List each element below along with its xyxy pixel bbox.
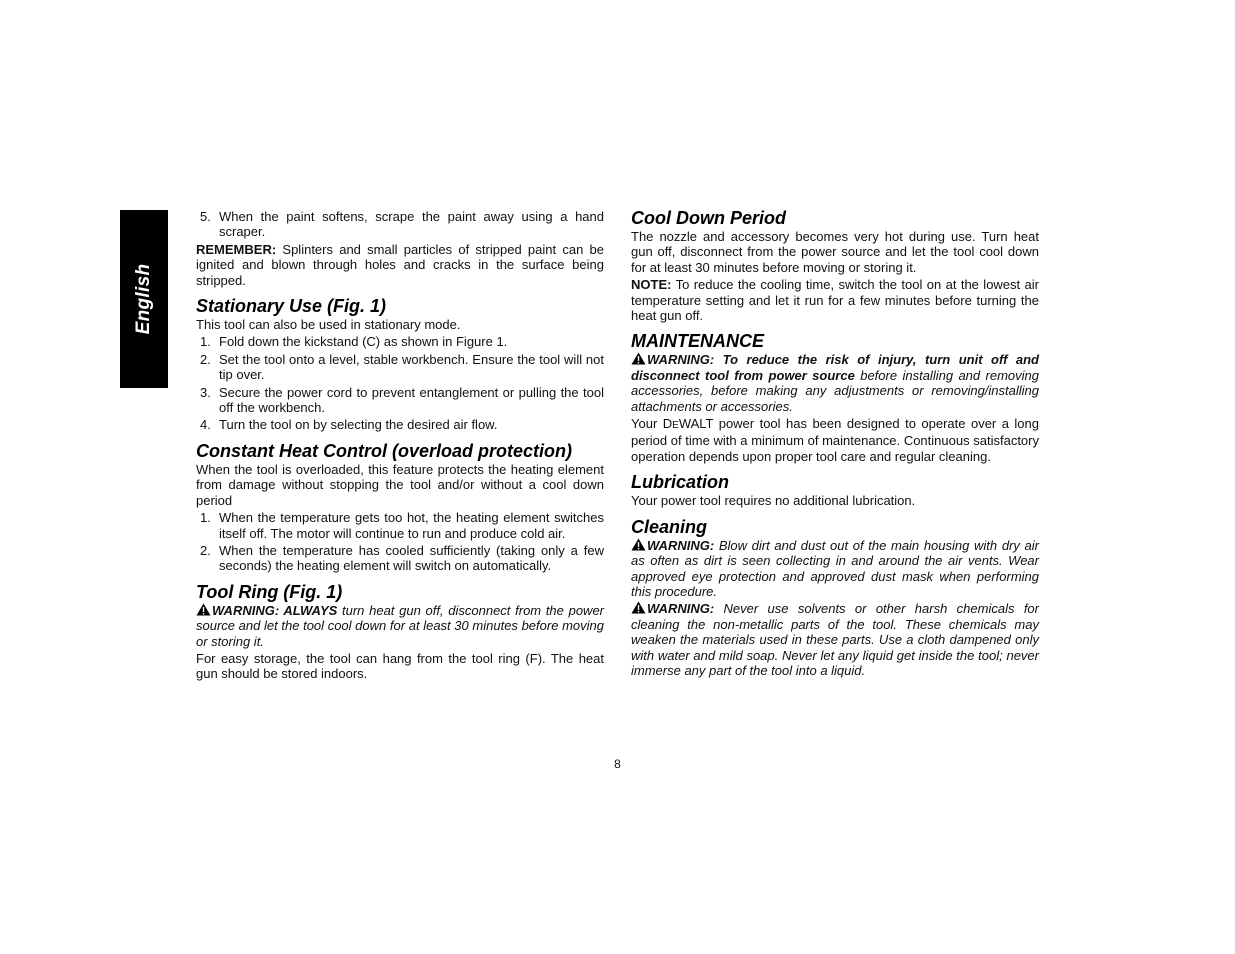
stationary-intro: This tool can also be used in stationary mode. — [196, 317, 461, 333]
list-item: 3. Secure the power cord to prevent entanglement or pulling the tool off the workbench. — [200, 384, 604, 416]
maintenance-warning: WARNING: To reduce the risk of injury, turn unit off and disconnect tool from power source before installing and removing accessories, before making any adjustments or removing/installing attachments or accessories. — [631, 352, 1039, 414]
lubrication-text: Your power tool requires no additional lubrication. — [631, 493, 916, 509]
list-item: 1. Fold down the kickstand (C) as shown in Figure 1. — [200, 334, 508, 350]
note-paragraph: NOTE: To reduce the cooling time, switch the tool on at the lowest air temperature setting and let it run for a few minutes before turning the heat gun off. — [631, 277, 1039, 324]
lubrication-heading: Lubrication — [631, 472, 729, 493]
warning-icon — [631, 352, 646, 365]
maintenance-text: Your DEWALT power tool has been designed to operate over a long period of time with a minimum of maintenance. Continuous satisfactory operation depends upon proper tool care and regular cleaning. — [631, 416, 1039, 464]
cool-down-heading: Cool Down Period — [631, 208, 786, 228]
cleaning-heading: Cleaning — [631, 516, 708, 537]
warning-icon — [631, 601, 646, 614]
tool-ring-text: For easy storage, the tool can hang from the tool ring (F). The heat gun should be stored indoors. — [196, 650, 604, 682]
left-column — [196, 209, 604, 684]
heat-control-intro: When the tool is overloaded, this feature protects the heating element from damage without stopping the tool and/or without a cool down period — [196, 461, 604, 508]
cleaning-warning-1: WARNING: Blow dirt and dust out of the main housing with dry air as often as dirt is seen collecting in and around the air vents. Wear approved eye protection and approved dust mask when performing this procedure. — [631, 537, 1039, 599]
maintenance-heading: MAINTENANCE — [631, 331, 764, 352]
tool-ring-warning: WARNING: ALWAYS turn heat gun off, disconnect from the power source and let the tool cool down for at least 30 minutes before moving or storing it. — [196, 602, 605, 649]
cool-down-text: The nozzle and accessory becomes very hot during use. Turn heat gun off, disconnect from the power source and let the tool cool down for at least 30 minutes before moving or storing it. — [631, 229, 1039, 275]
language-tab — [120, 210, 168, 388]
list-item: 4. Turn the tool on by selecting the desired air flow. — [200, 417, 498, 433]
list-item: 1. When the temperature gets too hot, the heating element switches itself off. The motor will continue to run and produce cold air. — [200, 510, 604, 541]
heat-control-heading: Constant Heat Control (overload protection) — [196, 440, 573, 461]
warning-icon — [631, 538, 646, 551]
warning-icon — [196, 603, 211, 616]
tool-ring-heading: Tool Ring (Fig. 1) — [196, 581, 343, 602]
stationary-use-heading: Stationary Use (Fig. 1) — [196, 296, 387, 317]
remember-paragraph: REMEMBER: Splinters and small particles of stripped paint can be ignited and blown through holes and cracks in the surface being stripped. — [196, 241, 604, 288]
list-item: 2. Set the tool onto a level, stable workbench. Ensure the tool will not tip over. — [200, 351, 604, 383]
list-item: 2. When the temperature has cooled sufficiently (taking only a few seconds) the heating element will switch on automatically. — [200, 542, 604, 574]
stationary-steps-list — [196, 334, 604, 432]
paint-steps-list — [196, 209, 604, 240]
language-tab-label: English — [133, 263, 154, 335]
heat-control-list — [196, 510, 604, 574]
cleaning-warning-2: WARNING: Never use solvents or other harsh chemicals for cleaning the non-metallic parts of the tool. These chemicals may weaken the materials used in these parts. Use a cloth dampened only with water and mild soap. Never let any liquid get inside the tool; never immerse any part of the tool into a liquid. — [631, 601, 1039, 678]
list-item: 5. When the paint softens, scrape the paint away using a hand scraper. — [200, 209, 604, 240]
right-column — [631, 209, 1039, 680]
page-number: 8 — [614, 757, 621, 771]
